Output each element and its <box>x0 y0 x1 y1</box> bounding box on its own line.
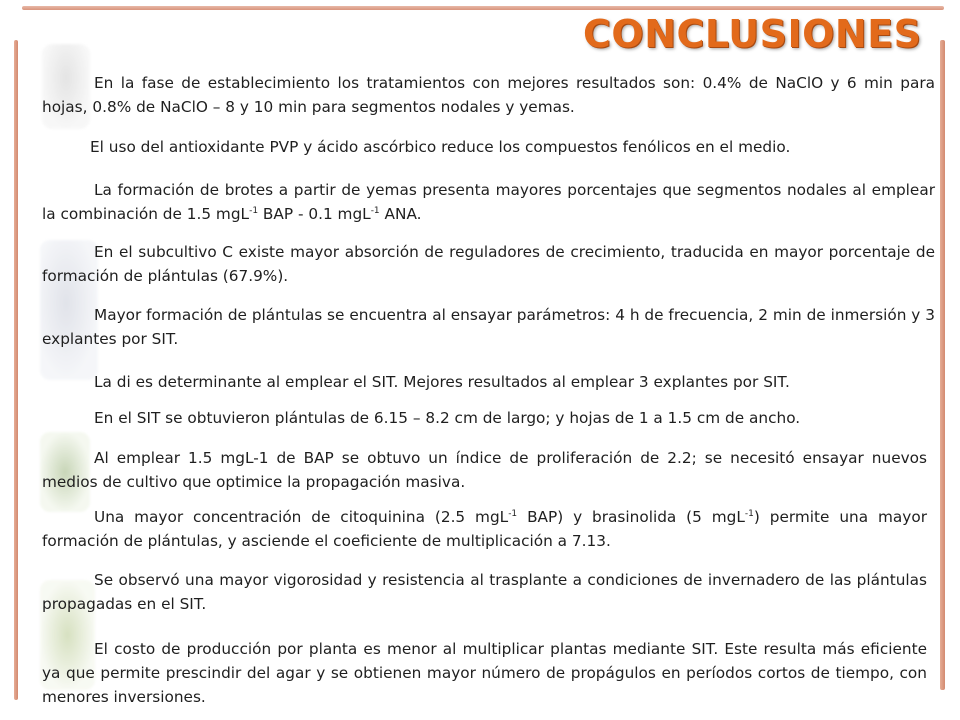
paragraph-text: Una mayor concentración de citoquinina (2.5 mgL <box>94 508 509 526</box>
conclusion-paragraph-10: Se observó una mayor vigorosidad y resistencia al trasplante a condiciones de invernadero de las plántulas propagadas en el SIT. <box>42 571 927 613</box>
conclusion-paragraph-8: Al emplear 1.5 mgL-1 de BAP se obtuvo un índice de proliferación de 2.2; se necesitó ensayar nuevos medios de cultivo que optimice la propagación masiva. <box>42 449 927 491</box>
right-frame-bar <box>940 40 945 690</box>
conclusion-paragraph-11: El costo de producción por planta es menor al multiplicar plantas mediante SIT. Este resulta más eficiente ya que permite prescindir del agar y se obtienen mayor número de propágulos en períodos cortos de tiempo, con menores inversiones. <box>42 640 927 706</box>
left-frame-bar <box>14 40 18 700</box>
conclusion-paragraph-4: En el subcultivo C existe mayor absorción de reguladores de crecimiento, traducida en mayor porcentaje de formación de plántulas (67.9%). <box>42 243 935 285</box>
conclusion-paragraph-1: En la fase de establecimiento los tratamientos con mejores resultados son: 0.4% de NaClO y 6 min para hojas, 0.8% de NaClO – 8 y 10 min para segmentos nodales y yemas. <box>42 74 935 116</box>
conclusion-paragraph-6: La di es determinante al emplear el SIT. Mejores resultados al emplear 3 explantes por SIT. <box>94 373 790 391</box>
paragraph-text: ANA. <box>379 204 422 223</box>
conclusion-paragraph-2: El uso del antioxidante PVP y ácido ascórbico reduce los compuestos fenólicos en el medio. <box>90 138 791 156</box>
slide-title: CONCLUSIONES <box>583 12 922 56</box>
conclusion-paragraph-7: En el SIT se obtuvieron plántulas de 6.15 – 8.2 cm de largo; y hojas de 1 a 1.5 cm de ancho. <box>94 409 801 427</box>
conclusion-paragraph-3 <box>42 179 935 226</box>
paragraph-text: BAP) y brasinolida (5 mgL <box>517 508 745 526</box>
superscript: -1 <box>370 205 380 216</box>
superscript: -1 <box>744 508 754 519</box>
paragraph-text: BAP - 0.1 mgL <box>258 204 371 223</box>
superscript: -1 <box>508 508 518 519</box>
conclusion-paragraph-5: Mayor formación de plántulas se encuentra al ensayar parámetros: 4 h de frecuencia, 2 min de inmersión y 3 explantes por SIT. <box>42 306 935 348</box>
superscript: -1 <box>249 205 259 216</box>
paragraph-text: La formación de brotes a partir de yemas presenta mayores porcentajes que segmentos nodales al emplear la combinación de 1.5 mgL <box>42 181 935 223</box>
conclusion-paragraph-9 <box>42 506 927 553</box>
top-frame-bar <box>22 6 944 10</box>
paragraph-text: ) permite una mayor formación de plántulas, y asciende el coeficiente de multiplicación a 7.13. <box>42 508 927 550</box>
